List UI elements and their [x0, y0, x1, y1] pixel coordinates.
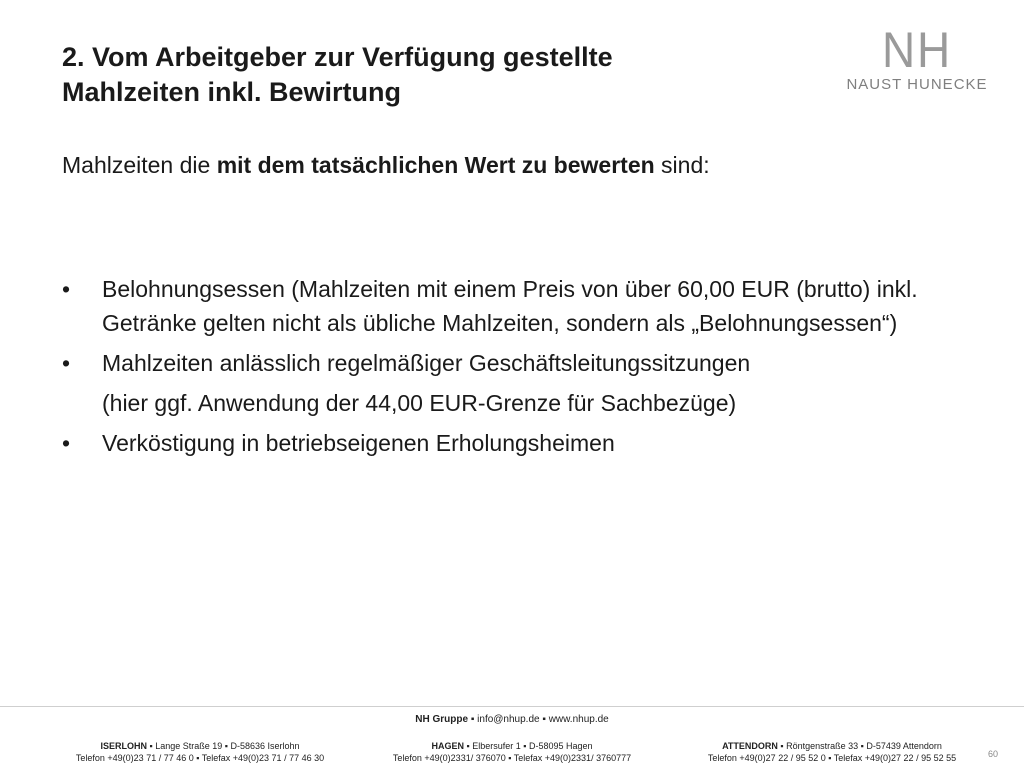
footer-separator: ▪ [470, 714, 475, 725]
slide-title-line-2: Mahlzeiten inkl. Bewirtung [62, 77, 402, 107]
office-address: Röntgenstraße 33 ▪ D-57439 Attendorn [786, 741, 942, 751]
footer-separator: ▪ [780, 741, 784, 751]
company-logo [834, 24, 1000, 96]
footer-office-attendorn [672, 740, 992, 764]
bullet-text: Verköstigung in betriebseigenen Erholungsheimen [102, 430, 615, 456]
office-address: Elbersufer 1 ▪ D-58095 Hagen [472, 741, 593, 751]
office-city: ATTENDORN [722, 741, 778, 751]
bullet-list [62, 272, 962, 460]
subtitle-suffix: sind: [654, 152, 710, 178]
bullet-text: Belohnungsessen (Mahlzeiten mit einem Preis von über 60,00 EUR (brutto) inkl. Getränke gelten nicht als übliche Mahlzeiten, sondern als „Belohnungsessen“) [102, 276, 918, 336]
footer-group-name: NH Gruppe [415, 714, 469, 725]
office-city: HAGEN [431, 741, 464, 751]
logo-mark: NH [881, 22, 953, 78]
subtitle-prefix: Mahlzeiten die [62, 152, 217, 178]
logo-company-name: NAUST HUNECKE [846, 76, 988, 93]
footer-email-link[interactable]: info@nhup.de [477, 714, 540, 725]
footer-separator: ▪ [466, 741, 470, 751]
footer-office-iserlohn [40, 740, 360, 764]
slide-title-line-1: 2. Vom Arbeitgeber zur Verfügung gestellte [62, 42, 613, 72]
footer-group-line [0, 714, 1024, 726]
bullet-item-board-meetings [62, 346, 962, 380]
subtitle-emphasis: mit dem tatsächlichen Wert zu bewerten [216, 152, 655, 178]
footer-separator: ▪ [542, 714, 546, 725]
bullet-point-icon: • [62, 430, 71, 456]
footer-separator: ▪ [149, 741, 153, 751]
page-number: 60 [988, 749, 999, 759]
bullet-point-icon: • [62, 276, 71, 302]
slide-subtitle [62, 150, 962, 180]
office-address: Lange Straße 19 ▪ D-58636 Iserlohn [155, 741, 300, 751]
footer-web-link[interactable]: www.nhup.de [548, 714, 609, 725]
footer-divider [0, 706, 1024, 707]
slide-title [62, 40, 822, 110]
bullet-item-reward-meals [62, 272, 962, 340]
office-phones: Telefon +49(0)2331/ 376070 ▪ Telefax +49(0)2331/ 3760777 [392, 753, 632, 763]
bullet-continuation: (hier ggf. Anwendung der 44,00 EUR-Grenze für Sachbezüge) [102, 390, 737, 416]
footer-office-hagen [352, 740, 672, 764]
bullet-point-icon: • [62, 350, 71, 376]
bullet-item-recreation-homes [62, 426, 962, 460]
office-city: ISERLOHN [100, 741, 147, 751]
office-phones: Telefon +49(0)23 71 / 77 46 0 ▪ Telefax +49(0)23 71 / 77 46 30 [75, 753, 325, 763]
bullet-text: Mahlzeiten anlässlich regelmäßiger Geschäftsleitungssitzungen [102, 350, 751, 376]
office-phones: Telefon +49(0)27 22 / 95 52 0 ▪ Telefax +49(0)27 22 / 95 52 55 [707, 753, 957, 763]
